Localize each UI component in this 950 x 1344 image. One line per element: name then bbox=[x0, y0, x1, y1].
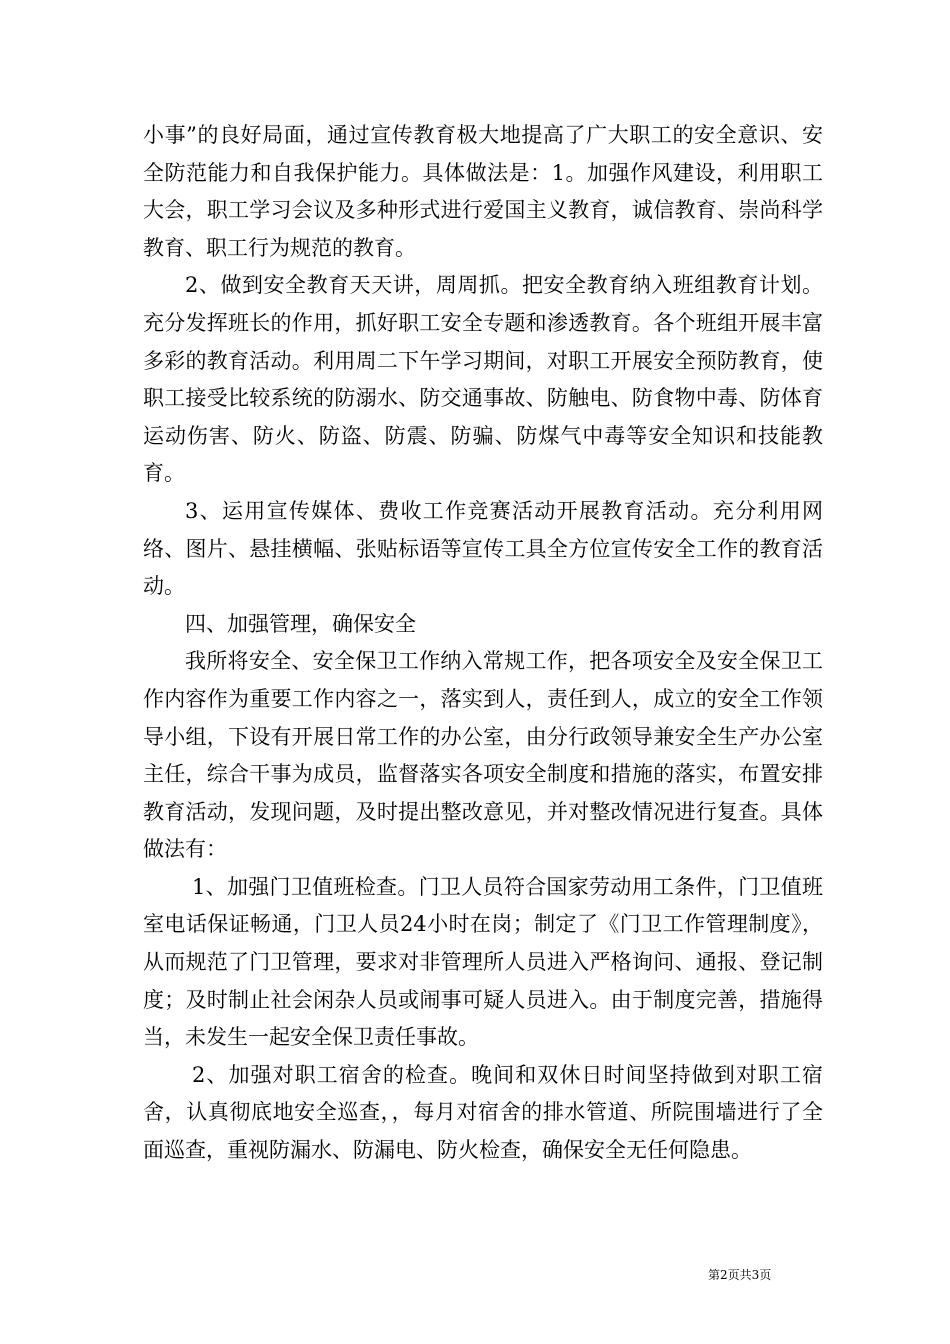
paragraph-item-2: 2、做到安全教育天天讲，周周抓。把安全教育纳入班组教育计划。充分发挥班长的作用，抓好职工安全专题和渗透教育。各个班组开展丰富多彩的教育活动。利用周二下午学习期间，对职工开展安全预防教育，使职工接受比较系统的防溺水、防交通事故、防触电、防食物中毒、防体育运动伤害、防火、防盗、防震、防骗、防煤气中毒等安全知识和技能教育。 bbox=[143, 273, 823, 486]
paragraph-gate-check: 1、加强门卫值班检查。门卫人员符合国家劳动用工条件，门卫值班室电话保证畅通，门卫人员24小时在岗；制定了《门卫工作管理制度》，从而规范了门卫管理，要求对非管理所人员进入严格询问、通报、登记制度；及时制止社会闲杂人员或闹事可疑人员进入。由于制度完善，措施得当，未发生一起安全保卫责任事故。 bbox=[143, 874, 823, 1050]
paragraph-intro: 小事”的良好局面，通过宣传教育极大地提高了广大职工的安全意识、安全防范能力和自我保护能力。具体做法是：1。加强作风建设，利用职工大会，职工学习会议及多种形式进行爱国主义教育，诚信教育、崇尚科学教育、职工行为规范的教育。 bbox=[143, 123, 823, 260]
paragraph-item-3: 3、运用宣传媒体、费收工作竞赛活动开展教育活动。充分利用网络、图片、悬挂横幅、张贴标语等宣传工具全方位宣传安全工作的教育活动。 bbox=[143, 498, 823, 599]
document-body bbox=[143, 117, 823, 1170]
paragraph-management: 我所将安全、安全保卫工作纳入常规工作，把各项安全及安全保卫工作内容作为重要工作内容之一，落实到人，责任到人，成立的安全工作领导小组，下设有开展日常工作的办公室，由分行政领导兼安全生产办公室主任，综合干事为成员，监督落实各项安全制度和措施的落实，布置安排教育活动，发现问题，及时提出整改意见，并对整改情况进行复查。具体做法有： bbox=[143, 649, 823, 862]
paragraph-dorm-check: 2、加强对职工宿舍的检查。晚间和双休日时间坚持做到对职工宿舍，认真彻底地安全巡查，，每月对宿舍的排水管道、所院围墙进行了全面巡查，重视防漏水、防漏电、防火检查，确保安全无任何隐患。 bbox=[143, 1062, 823, 1163]
page-number: 第2页共3页 bbox=[708, 1268, 772, 1282]
section-heading: 四、加强管理，确保安全 bbox=[185, 611, 416, 636]
